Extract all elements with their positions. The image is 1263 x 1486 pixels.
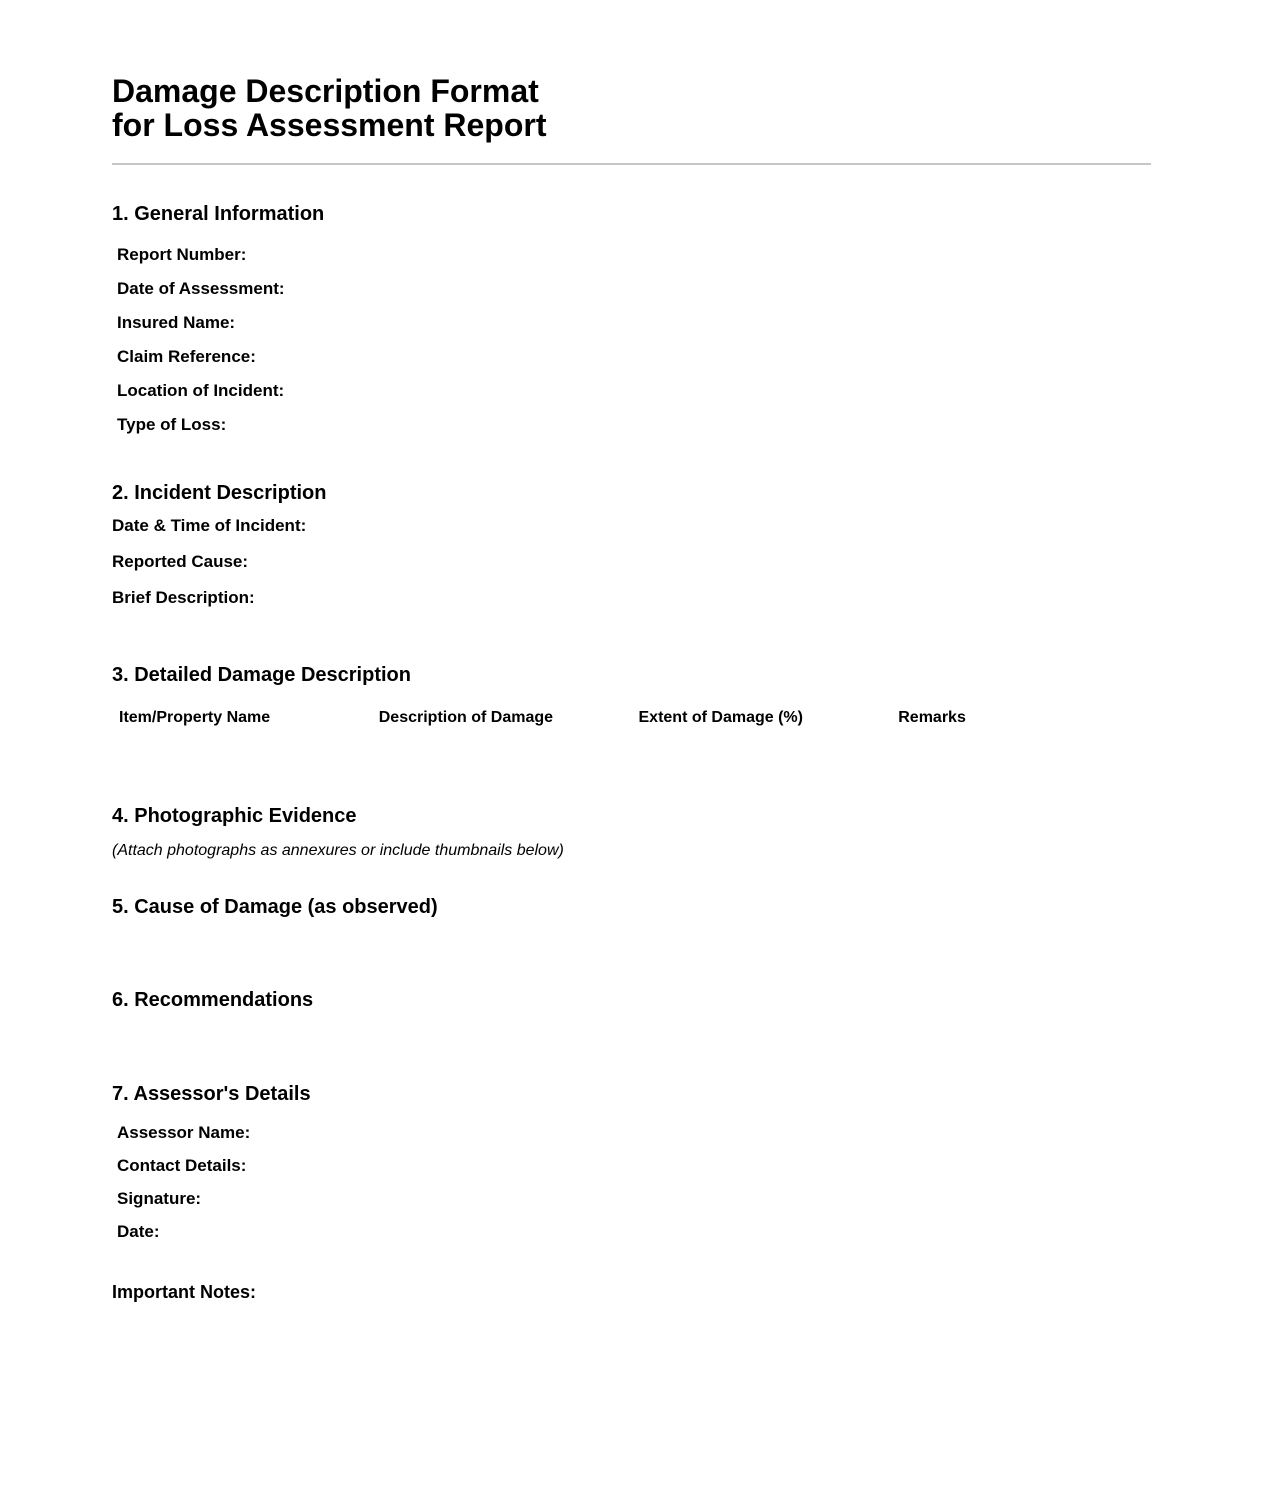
document-title	[112, 74, 1151, 142]
field-label-assessor-name: Assessor Name:	[117, 1123, 251, 1142]
document-title-line1: Damage Description Format	[112, 73, 539, 109]
assessor-details-fields	[112, 1123, 1151, 1242]
important-notes-heading: Important Notes:	[112, 1282, 256, 1302]
field-label-location-of-incident: Location of Incident:	[117, 381, 285, 400]
field-label-date-of-assessment: Date of Assessment:	[117, 279, 285, 298]
document-title-line2: for Loss Assessment Report	[112, 107, 547, 143]
section-heading-cause-of-damage: 5. Cause of Damage (as observed)	[112, 896, 438, 918]
section-heading-assessors-details: 7. Assessor's Details	[112, 1083, 311, 1105]
column-header-item-property-name: Item/Property Name	[119, 709, 271, 726]
field-label-contact-details: Contact Details:	[117, 1156, 247, 1175]
title-divider	[112, 163, 1151, 165]
section-heading-photographic-evidence: 4. Photographic Evidence	[112, 805, 357, 827]
field-label-claim-reference: Claim Reference:	[117, 347, 256, 366]
incident-description-fields	[112, 516, 1151, 608]
damage-description-table	[112, 708, 1151, 728]
field-label-report-number: Report Number:	[117, 245, 247, 264]
field-label-reported-cause: Reported Cause:	[112, 552, 249, 571]
field-label-brief-description: Brief Description:	[112, 588, 255, 607]
general-information-fields	[112, 245, 1151, 435]
field-label-type-of-loss: Type of Loss:	[117, 415, 227, 434]
column-header-description-of-damage: Description of Damage	[378, 709, 554, 726]
field-label-date: Date:	[117, 1222, 160, 1241]
photographic-evidence-note: (Attach photographs as annexures or include thumbnails below)	[112, 842, 564, 859]
section-heading-recommendations: 6. Recommendations	[112, 989, 314, 1011]
section-heading-detailed-damage-description: 3. Detailed Damage Description	[112, 664, 411, 686]
field-label-date-time-of-incident: Date & Time of Incident:	[112, 516, 307, 535]
damage-table-header-row	[112, 708, 1151, 728]
column-header-remarks: Remarks	[898, 709, 966, 726]
section-heading-incident-description: 2. Incident Description	[112, 482, 327, 504]
field-label-signature: Signature:	[117, 1189, 202, 1208]
section-heading-general-information: 1. General Information	[112, 203, 325, 225]
field-label-insured-name: Insured Name:	[117, 313, 236, 332]
column-header-extent-of-damage: Extent of Damage (%)	[638, 709, 803, 726]
